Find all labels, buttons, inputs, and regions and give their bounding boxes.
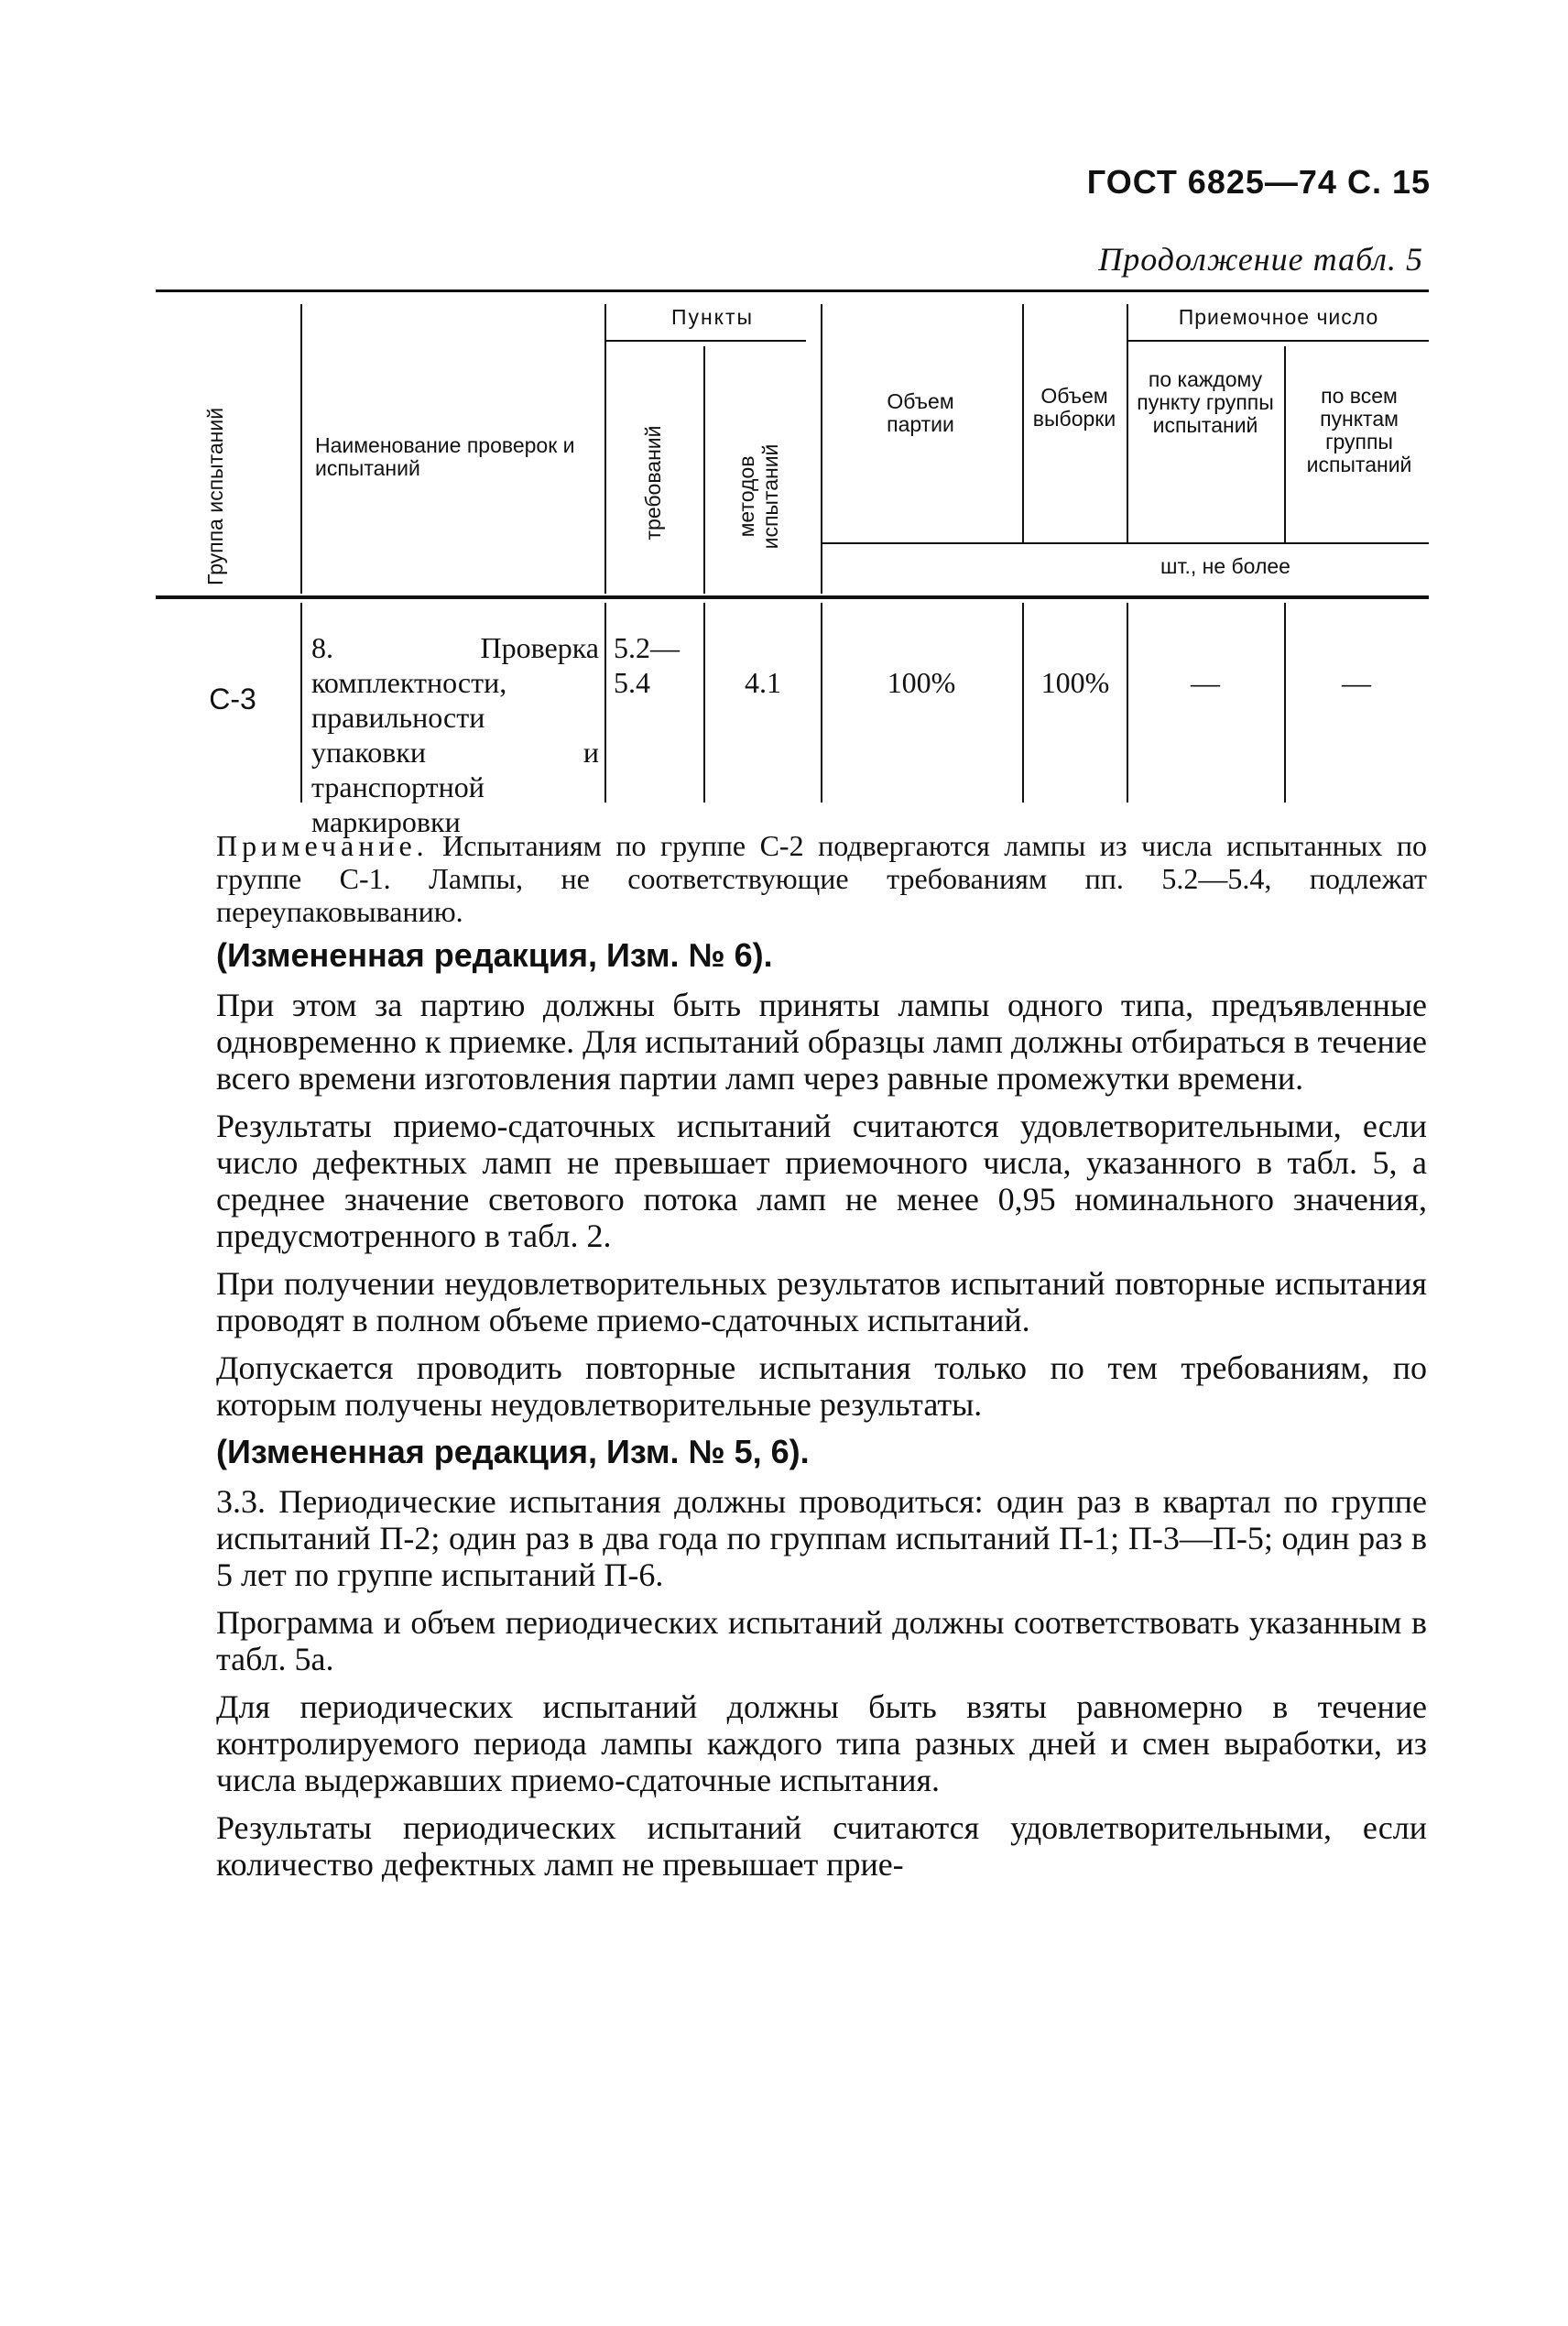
header-bottom-rule — [156, 595, 1429, 599]
col-line-5 — [1022, 304, 1024, 542]
header-sample-volume: Объем выборки — [1032, 384, 1116, 431]
header-name: Наименование проверок и испытаний — [315, 433, 575, 480]
header-group: Группа испытаний — [203, 407, 227, 586]
row-lot-volume: 100% — [887, 666, 956, 699]
header-all-items: по всем пунктам группы испытаний — [1306, 384, 1412, 476]
header-lot-volume: Объем партии — [887, 389, 954, 436]
col-line-2 — [604, 304, 606, 594]
body-line-3 — [703, 603, 705, 803]
body-line-4 — [821, 603, 822, 803]
paragraph: Для периодических испытаний должны быть взяты равномерно в течение контролируемого периода лампы каждого типа разных дней и смен выработки, из числа выдержавших приемо-сдаточные испытания. — [216, 1688, 1427, 1798]
row-all-items: — — [1342, 666, 1371, 699]
paragraph: 3.3. Периодические испытания должны проводиться: один раз в квартал по группе испытаний П-2; один раз в два года по группам испытаний П-1; П-3—П-5; один раз в 5 лет по группе испытаний П-6. — [216, 1483, 1427, 1593]
col-line-1 — [300, 304, 302, 594]
units-rule — [821, 542, 1429, 544]
paragraph: При получении неудовлетворительных результатов испытаний повторные испытания проводят в полном объеме приемо-сдаточных испытаний. — [216, 1265, 1427, 1338]
points-subrule — [604, 340, 806, 342]
body-line-2 — [604, 603, 606, 803]
paragraph: Результаты приемо-сдаточных испытаний считаются удовлетворительными, если число дефектных ламп не превышает приемочного числа, указанного в табл. 5, а среднее значение светового потока ламп не менее 0,95 номинального значения, предусмотренного в табл. 2. — [216, 1108, 1427, 1254]
row-name: 8. Проверка комплектности, правильности упаковки и транспортной маркировки — [311, 631, 599, 838]
paragraph: Результаты периодических испытаний считаются удовлетворительными, если количество дефектных ламп не превышает прие- — [216, 1809, 1427, 1883]
acceptance-subrule — [1127, 340, 1429, 342]
body-line-5 — [1022, 603, 1024, 803]
body-line-6 — [1127, 603, 1128, 803]
header-units: шт., не более — [1160, 554, 1290, 578]
revision-note-2: (Измененная редакция, Изм. № 5, 6). — [216, 1433, 810, 1470]
header-acceptance: Приемочное число — [1178, 305, 1379, 329]
col-line-4 — [821, 304, 822, 594]
row-per-item: — — [1191, 666, 1220, 699]
col-line-7 — [1284, 346, 1286, 542]
header-requirements: требований — [641, 425, 665, 541]
col-line-6 — [1127, 304, 1128, 542]
note-text: Испытаниям по группе С-2 подвергаются лампы из числа испытанных по группе С-1. Лампы, не соответствующие требованиям пп. 5.2—5.4, подлежат переупаковыванию. — [216, 829, 1428, 928]
header-per-item: по каждому пункту группы испытаний — [1137, 367, 1274, 437]
header-methods: методов испытаний — [735, 443, 782, 550]
paragraph: Программа и объем периодических испытаний должны соответствовать указанным в табл. 5а. — [216, 1604, 1427, 1677]
table-top-rule — [156, 289, 1429, 292]
row-requirements: 5.2—5.4 — [614, 631, 680, 699]
note — [216, 829, 1427, 928]
body-line-1 — [300, 603, 302, 803]
page-header: ГОСТ 6825—74 С. 15 — [1086, 163, 1431, 201]
paragraph: Допускается проводить повторные испытания только по тем требованиям, по которым получены неудовлетворительные результаты. — [216, 1349, 1427, 1423]
page-text — [216, 829, 1427, 1894]
row-group: С-3 — [209, 683, 256, 715]
body-line-7 — [1284, 603, 1286, 803]
header-points: Пункты — [670, 305, 755, 329]
col-line-3 — [703, 346, 705, 594]
table-caption: Продолжение табл. 5 — [1098, 241, 1423, 278]
row-methods: 4.1 — [745, 666, 781, 699]
note-label: Примечание. — [216, 829, 429, 862]
revision-note-1: (Измененная редакция, Изм. № 6). — [216, 936, 773, 974]
row-sample-volume: 100% — [1040, 666, 1110, 699]
acceptance-table — [156, 289, 1429, 838]
paragraph: При этом за партию должны быть приняты лампы одного типа, предъявленные одновременно к приемке. Для испытаний образцы ламп должны отбираться в течение всего времени изготовления партии ламп через равные промежутки времени. — [216, 987, 1427, 1097]
